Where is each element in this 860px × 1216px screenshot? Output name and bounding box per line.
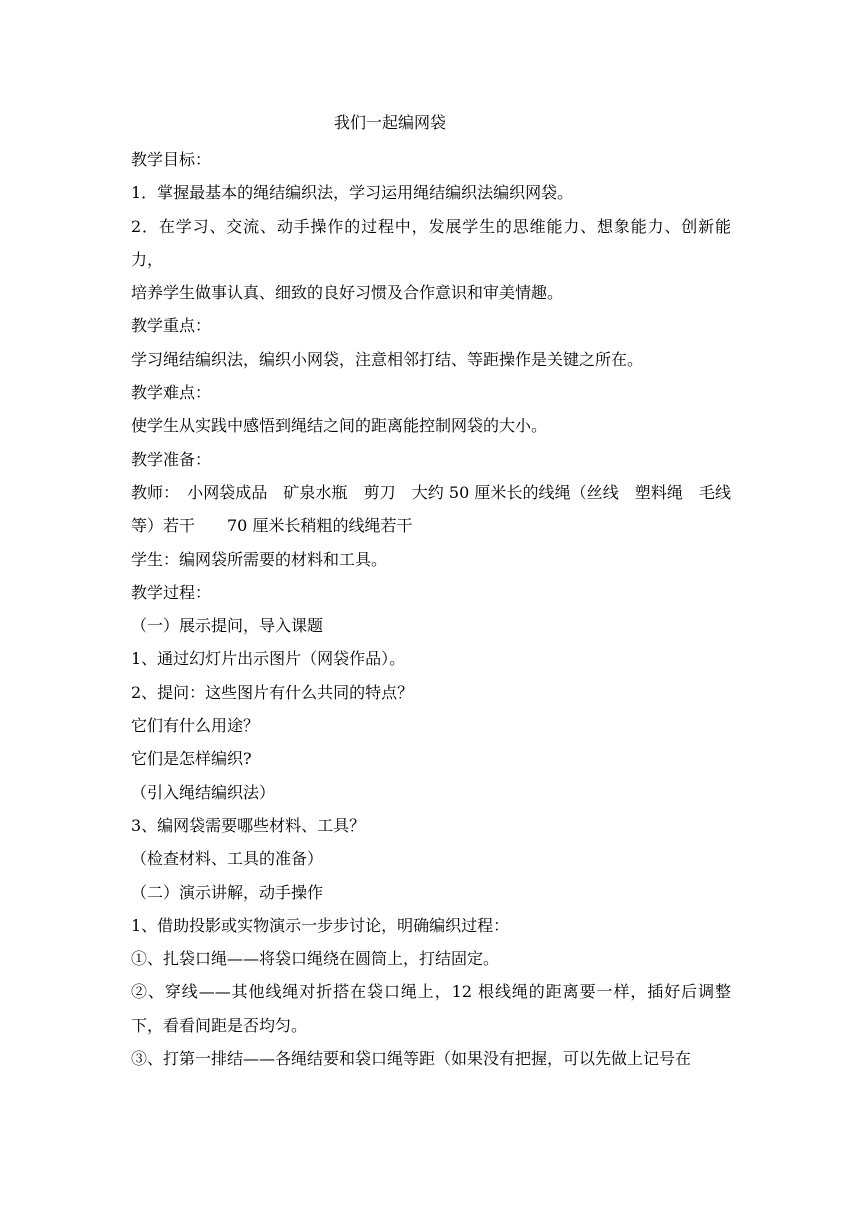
step-1: ①、扎袋口绳——将袋口绳绕在圆筒上，打结固定。 (131, 949, 500, 969)
heading-key-points: 教学重点： (131, 316, 212, 336)
document-body (131, 143, 731, 1075)
document-title: 我们一起编网袋 (333, 113, 446, 132)
goal-item-1: 1．掌握最基本的绳结编织法，学习运用绳结编织法编织网袋。 (131, 183, 574, 203)
heading-process: 教学过程： (131, 582, 212, 602)
heading-teaching-goals: 教学目标： (131, 150, 212, 169)
section-1-item-2: 2、提问：这些图片有什么共同的特点？ (131, 682, 414, 702)
step-2: ②、穿线——其他线绳对折搭在袋口绳上，12 根线绳的距离要一样，插好后调整下，看看间距是否均匀。 (131, 982, 731, 1035)
heading-difficulties: 教学难点： (131, 383, 212, 403)
step-3: ③、打第一排结——各绳结要和袋口绳等距（如果没有把握，可以先做上记号在 (131, 1049, 692, 1069)
preparation-teacher: 教师： 小网袋成品 矿泉水瓶 剪刀 大约 50 厘米长的线绳（丝线 塑料绳 毛线等）若干 70 厘米长稍粗的线绳若干 (131, 482, 731, 536)
section-1-note-check: （检查材料、工具的准备） (131, 849, 324, 869)
goal-item-2-continued: 培养学生做事认真、细致的良好习惯及合作意识和审美情趣。 (131, 283, 564, 303)
section-1-question-how: 它们是怎样编织? (131, 749, 252, 769)
key-points-text: 学习绳结编织法，编织小网袋，注意相邻打结、等距操作是关键之所在。 (131, 349, 644, 369)
section-1-note-method: （引入绳结编织法） (131, 782, 276, 802)
section-2-heading: （二）演示讲解，动手操作 (131, 882, 324, 902)
section-1-item-3: 3、编网袋需要哪些材料、工具？ (131, 815, 366, 835)
heading-preparation: 教学准备： (131, 449, 212, 469)
goal-item-2: 2．在学习、交流、动手操作的过程中，发展学生的思维能力、想象能力、创新能力， (131, 216, 731, 269)
section-1-item-1: 1、通过幻灯片出示图片（网袋作品）。 (131, 649, 406, 669)
difficulties-text: 使学生从实践中感悟到绳结之间的距离能控制网袋的大小。 (131, 416, 548, 436)
preparation-student: 学生：编网袋所需要的材料和工具。 (131, 549, 388, 569)
section-1-question-use: 它们有什么用途？ (131, 716, 260, 736)
section-1-heading: （一）展示提问，导入课题 (131, 616, 324, 636)
section-2-item-1: 1、借助投影或实物演示一步步讨论，明确编织过程： (131, 915, 510, 935)
